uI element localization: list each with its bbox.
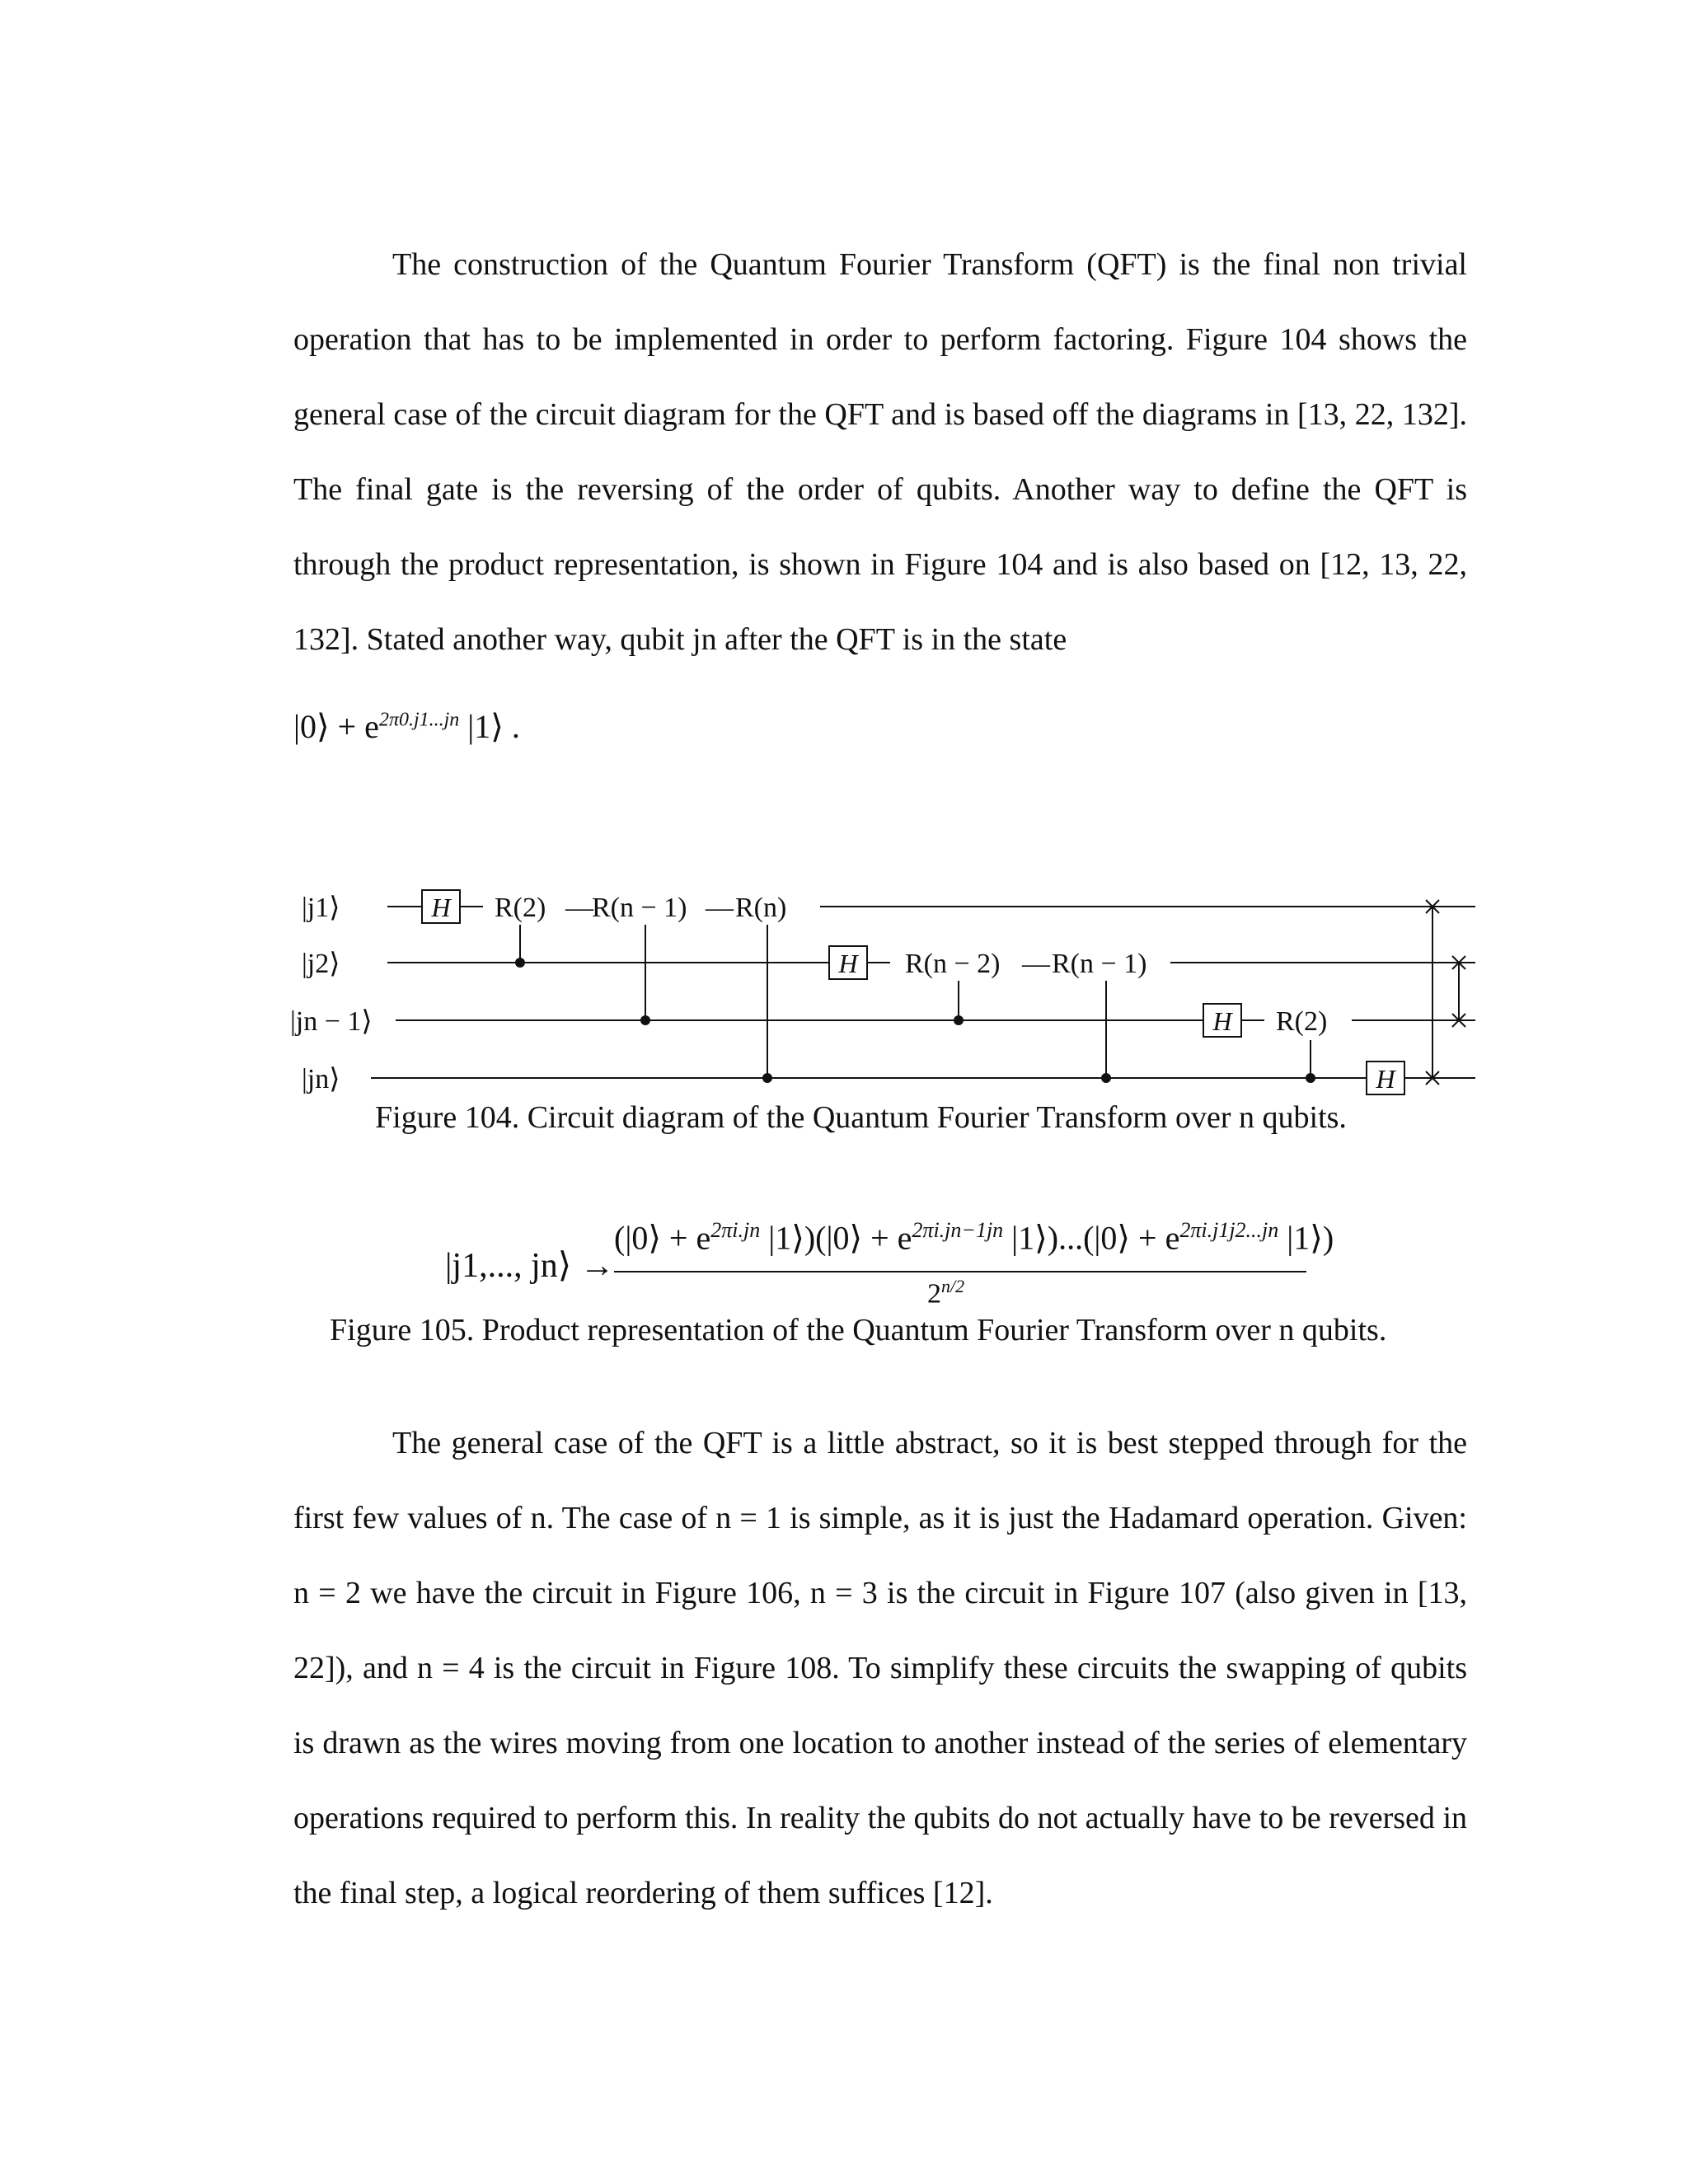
formula-lhs: |j1,..., jn⟩ → (445, 1247, 615, 1285)
dash: — (565, 893, 593, 923)
h-label-2: H (838, 949, 858, 978)
wire-label-j2: |j2⟩ (302, 949, 340, 979)
dash: — (706, 893, 734, 923)
gate-rn-row1: R(n) (735, 893, 787, 923)
h-label-1: H (431, 893, 451, 922)
dash: — (1022, 949, 1050, 979)
control-dot (954, 1015, 964, 1025)
wire-label-jn: |jn⟩ (302, 1064, 340, 1094)
intro-paragraph: The construction of the Quantum Fourier Transform (QFT) is the final non trivial operation that has to be implemented in order to perform factoring. Figure 104 shows the general case of the circuit diagram for the QFT and is based off the diagrams in [13, 22, 132]. The final gate is the reversing of the order of qubits. Another way to define the QFT is through the product representation, is shown in Figure 104 and is also based on [12, 13, 22, 132]. Stated another way, qubit jn after the QFT is in the state (293, 247, 1467, 657)
wire-label-j1: |j1⟩ (302, 893, 340, 923)
control-dot (640, 1015, 650, 1025)
control-dot (515, 958, 525, 968)
h-label-3: H (1212, 1006, 1232, 1036)
fraction-bar (614, 1271, 1306, 1272)
formula-numerator: (|0⟩ + $e^{2\pi i.jn}$ |1⟩)(|0⟩ + $e^{2\pi i.jn-1jn}$ |1⟩)...(|0⟩ + $e^{2\pi i.j1j2...jn}$ |1⟩) (614, 1218, 1334, 1257)
h-label-4: H (1376, 1064, 1395, 1094)
gate-rn-2-row2: R(n − 2) (905, 949, 1001, 979)
figure-105-caption: Figure 105. Product representation of the Quantum Fourier Transform over n qubits. (330, 1313, 1387, 1347)
control-dot (1101, 1073, 1111, 1083)
gate-rn-1-row1: R(n − 1) (592, 893, 687, 923)
control-dot (1306, 1073, 1315, 1083)
formula-denominator: $2^{n/2}$ (927, 1276, 965, 1310)
qubit-state-expression: |0⟩ + $e^{2\pi 0.j1...jn}$ |1⟩ . (293, 708, 520, 745)
figure-104-caption: Figure 104. Circuit diagram of the Quantum Fourier Transform over n qubits. (375, 1100, 1347, 1135)
gate-rn-1-row2: R(n − 1) (1052, 949, 1147, 979)
body-paragraph: The general case of the QFT is a little abstract, so it is best stepped through for the first few values of n. The case of n = 1 is simple, as it is just the Hadamard operation. Given: n = 2 we have the circuit in Figure 106, n = 3 is the circuit in Figure 107 (also given in [13, 22]), and n = 4 is the circuit in Figure 108. To simplify these circuits the swapping of qubits is drawn as the wires moving from one location to another instead of the series of elementary operations required to perform this. In reality the qubits do not actually have to be reversed in the final step, a logical reordering of them suffices [12]. (293, 1426, 1467, 1910)
wire-label-jn-1: |jn − 1⟩ (290, 1006, 373, 1037)
control-dot (762, 1073, 772, 1083)
gate-r2-row3: R(2) (1276, 1006, 1328, 1037)
gate-r2-row1: R(2) (495, 893, 546, 923)
